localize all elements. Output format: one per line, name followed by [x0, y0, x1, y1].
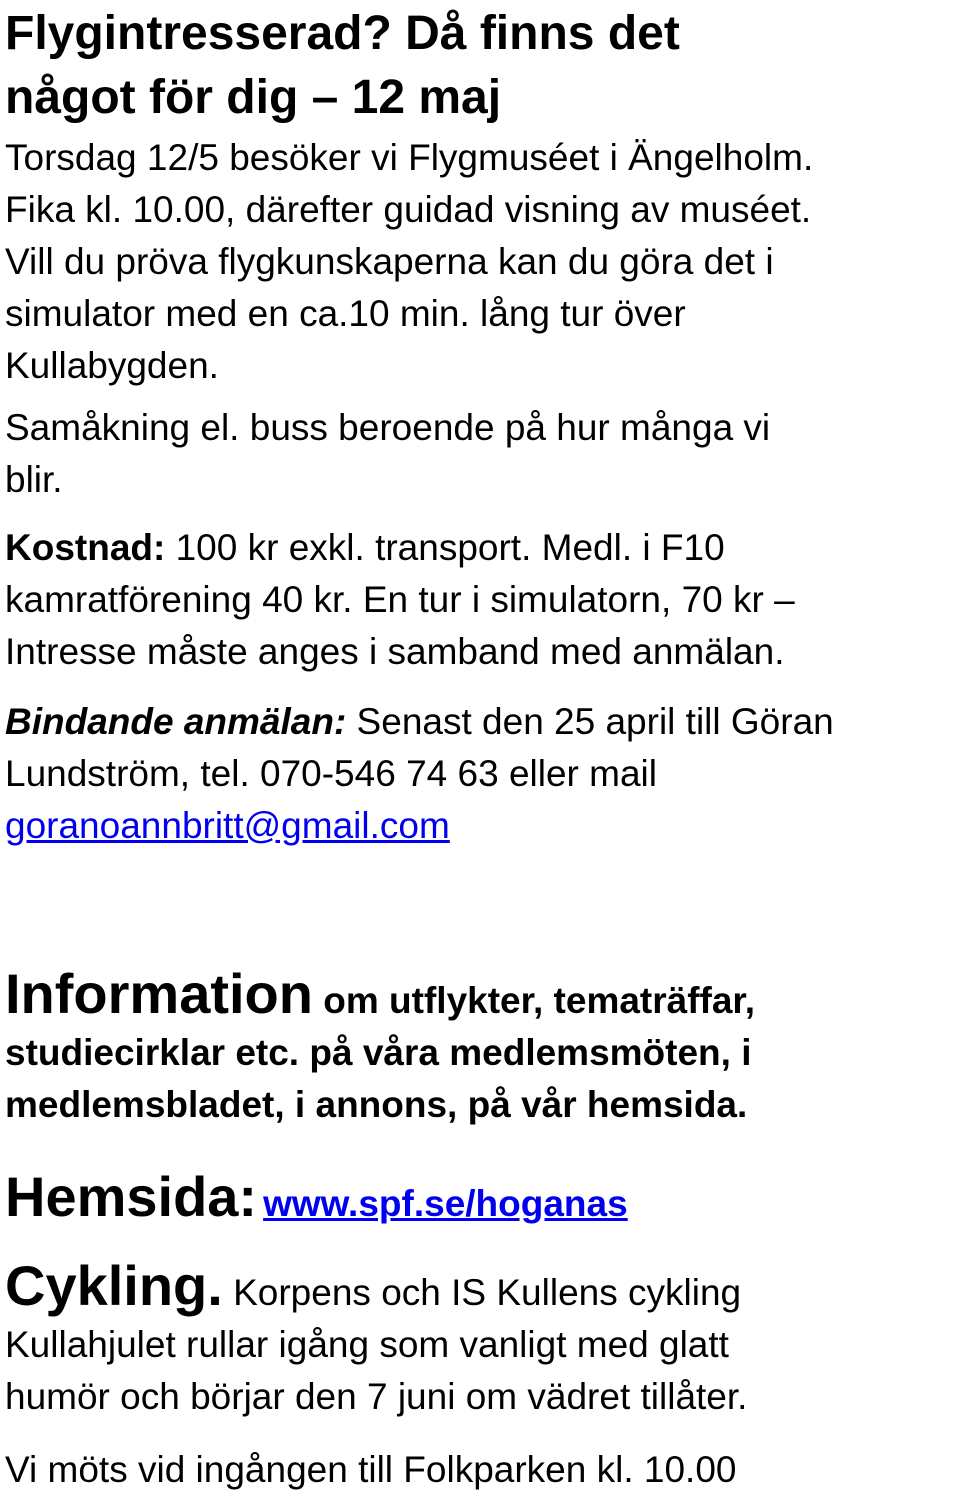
kostnad-text: 100 kr exkl. transport. Medl. i F10: [165, 527, 725, 568]
hemsida-label: Hemsida:: [5, 1165, 258, 1228]
kostnad-line-2: kamratförening 40 kr. En tur i simulatorn, 70 kr –: [5, 579, 795, 620]
information-line-1: [5, 962, 960, 1027]
kostnad-line-1: [5, 522, 960, 574]
email-link[interactable]: goranoannbritt@gmail.com: [5, 805, 450, 846]
bindande-line-2: Lundström, tel. 070-546 74 63 eller mail: [5, 753, 657, 794]
flyg-heading: [5, 2, 960, 130]
samakning-line-1: Samåkning el. buss beroende på hur många vi: [5, 407, 771, 448]
samakning-paragraph: [5, 402, 960, 506]
flyg-heading-line-1: Flygintresserad? Då finns det: [5, 7, 680, 60]
flyg-heading-line-2: något för dig – 12 maj: [5, 71, 502, 124]
flyg-description-line: Fika kl. 10.00, därefter guidad visning av muséet.: [5, 189, 812, 230]
flyg-description: [5, 132, 960, 392]
kostnad-line-3: Intresse måste anges i samband med anmälan.: [5, 631, 785, 672]
flyg-description-line: simulator med en ca.10 min. lång tur över: [5, 293, 686, 334]
email-line: [5, 800, 960, 852]
information-line-3: medlemsbladet, i annons, på vår hemsida.: [5, 1084, 748, 1125]
cykling-line-2: Kullahjulet rullar igång som vanligt med glatt: [5, 1324, 729, 1365]
cykling-heading: Cykling.: [5, 1254, 223, 1317]
meeting-point-text: Vi möts vid ingången till Folkparken kl. 10.00: [5, 1449, 737, 1490]
kostnad-label: Kostnad:: [5, 527, 166, 568]
kostnad-paragraph: [5, 522, 960, 678]
bindande-line-1: [5, 696, 960, 748]
flyg-description-line: Torsdag 12/5 besöker vi Flygmuséet i Ängelholm.: [5, 137, 814, 178]
samakning-line-2: blir.: [5, 459, 63, 500]
flyg-description-line: Vill du pröva flygkunskaperna kan du göra det i: [5, 241, 774, 282]
information-line-2: studiecirklar etc. på våra medlemsmöten, i: [5, 1032, 752, 1073]
cykling-paragraph: [5, 1254, 960, 1423]
information-paragraph: [5, 962, 960, 1131]
bindande-text: Senast den 25 april till Göran: [346, 701, 834, 742]
bindande-paragraph: [5, 696, 960, 852]
hemsida-link[interactable]: www.spf.se/hoganas: [263, 1183, 628, 1224]
information-text: om utflykter, tematräffar,: [312, 980, 756, 1021]
hemsida-line: [5, 1164, 960, 1237]
cykling-line-1: [5, 1254, 960, 1319]
bindande-label: Bindande anmälan:: [5, 701, 347, 742]
cykling-text: Korpens och IS Kullens cykling: [222, 1272, 742, 1313]
information-heading: Information: [5, 962, 313, 1025]
flyg-description-line: Kullabygden.: [5, 345, 219, 386]
cykling-line-3: humör och börjar den 7 juni om vädret tillåter.: [5, 1376, 748, 1417]
